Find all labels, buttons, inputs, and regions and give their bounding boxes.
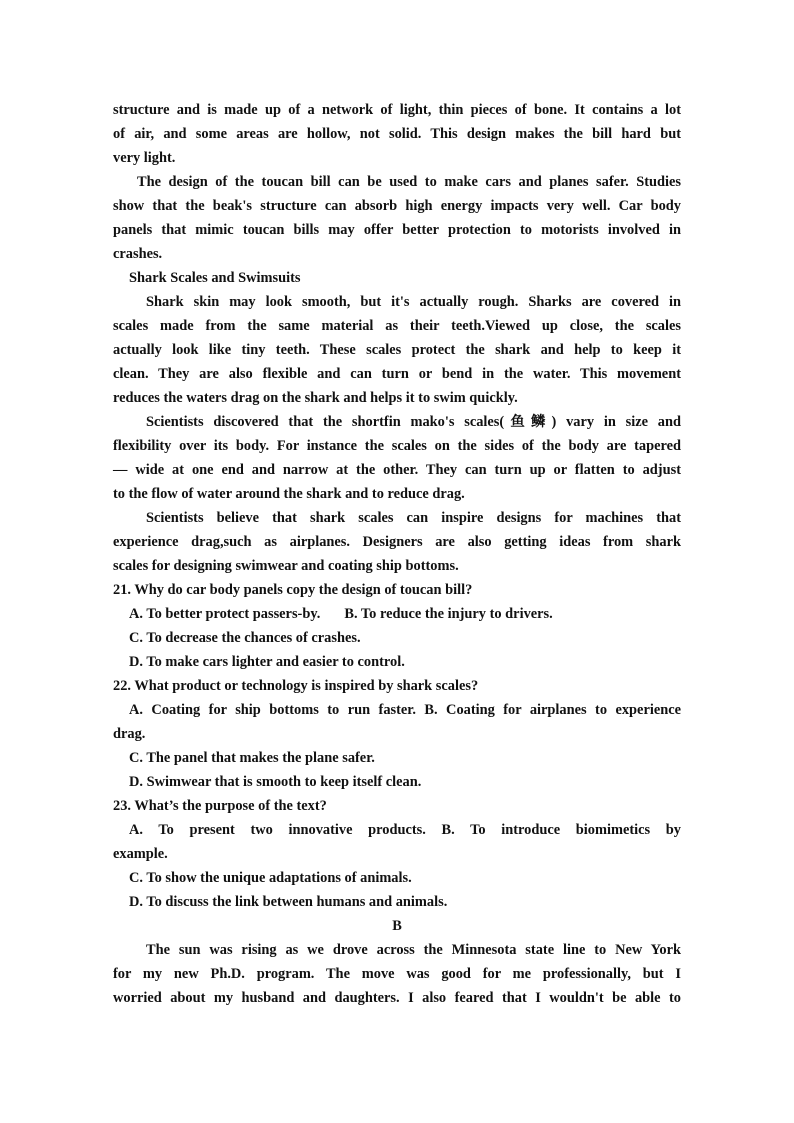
passage-b-label: B — [392, 918, 402, 934]
section-heading: Shark Scales and Swimsuits — [129, 270, 301, 286]
text-line: reduces the waters drag on the shark and helps it to swim quickly. — [113, 390, 518, 406]
options-ab: A. Coating for ship bottoms to run faster. B. Coating for airplanes to experience — [129, 702, 681, 718]
options-ab-continued: drag. — [113, 726, 146, 742]
option-c: C. To decrease the chances of crashes. — [129, 630, 361, 646]
text-line: flexibility over its body. For instance the scales on the sides of the body are tapered — [113, 438, 681, 454]
option-c: C. The panel that makes the plane safer. — [129, 750, 375, 766]
text-line: scales for designing swimwear and coating ship bottoms. — [113, 558, 459, 574]
text-line: show that the beak's structure can absorb high energy impacts very well. Car body — [113, 198, 681, 214]
option-d: D. To discuss the link between humans and animals. — [129, 894, 448, 910]
option-c: C. To show the unique adaptations of animals. — [129, 870, 412, 886]
question-21 — [113, 578, 681, 674]
option-a: A. To better protect passers-by. — [129, 606, 321, 622]
question-stem: 22. What product or technology is inspired by shark scales? — [113, 678, 479, 694]
question-23 — [113, 794, 681, 914]
text-line: Scientists believe that shark scales can inspire designs for machines that — [146, 510, 681, 526]
option-d: D. To make cars lighter and easier to control. — [129, 654, 405, 670]
text-line: experience drag,such as airplanes. Designers are also getting ideas from shark — [113, 534, 681, 550]
text-line: actually look like tiny teeth. These scales protect the shark and help to keep it — [113, 342, 681, 358]
paragraph-passage-b — [113, 938, 681, 1010]
text-line: — wide at one end and narrow at the other. They can turn up or flatten to adjust — [113, 462, 681, 478]
question-22 — [113, 674, 681, 794]
document-body — [113, 98, 681, 1010]
text-line: very light. — [113, 150, 176, 166]
text-line: of air, and some areas are hollow, not solid. This design makes the bill hard but — [113, 126, 681, 142]
paragraph-mako-scales — [113, 410, 681, 506]
options-ab-continued: example. — [113, 846, 168, 862]
options-ab: A. To present two innovative products. B. To introduce biomimetics by — [129, 822, 681, 838]
text-line: panels that mimic toucan bills may offer better protection to motorists involved in — [113, 222, 681, 238]
paragraph-toucan-structure — [113, 98, 681, 170]
text-line: worried about my husband and daughters. I also feared that I wouldn't be able to — [113, 990, 681, 1006]
text-line: Scientists discovered that the shortfin mako's scales(鱼鳞) vary in size and — [146, 414, 681, 430]
option-b: B. To reduce the injury to drivers. — [344, 606, 553, 622]
text-line: clean. They are also flexible and can turn or bend in the water. This movement — [113, 366, 681, 382]
text-line: to the flow of water around the shark and to reduce drag. — [113, 486, 465, 502]
question-stem: 23. What’s the purpose of the text? — [113, 798, 327, 814]
text-line: structure and is made up of a network of light, thin pieces of bone. It contains a lot — [113, 102, 681, 118]
text-line: crashes. — [113, 246, 163, 262]
paragraph-toucan-design — [113, 170, 681, 266]
options-row — [113, 602, 681, 626]
text-line: scales made from the same material as their teeth.Viewed up close, the scales — [113, 318, 681, 334]
question-stem: 21. Why do car body panels copy the design of toucan bill? — [113, 582, 473, 598]
text-line: The design of the toucan bill can be used to make cars and planes safer. Studies — [137, 174, 681, 190]
option-d: D. Swimwear that is smooth to keep itself clean. — [129, 774, 422, 790]
text-line: for my new Ph.D. program. The move was good for me professionally, but I — [113, 966, 681, 982]
text-line: The sun was rising as we drove across the Minnesota state line to New York — [146, 942, 681, 958]
paragraph-shark-inspiration — [113, 506, 681, 578]
paragraph-shark-skin — [113, 290, 681, 410]
text-line: Shark skin may look smooth, but it's actually rough. Sharks are covered in — [146, 294, 681, 310]
